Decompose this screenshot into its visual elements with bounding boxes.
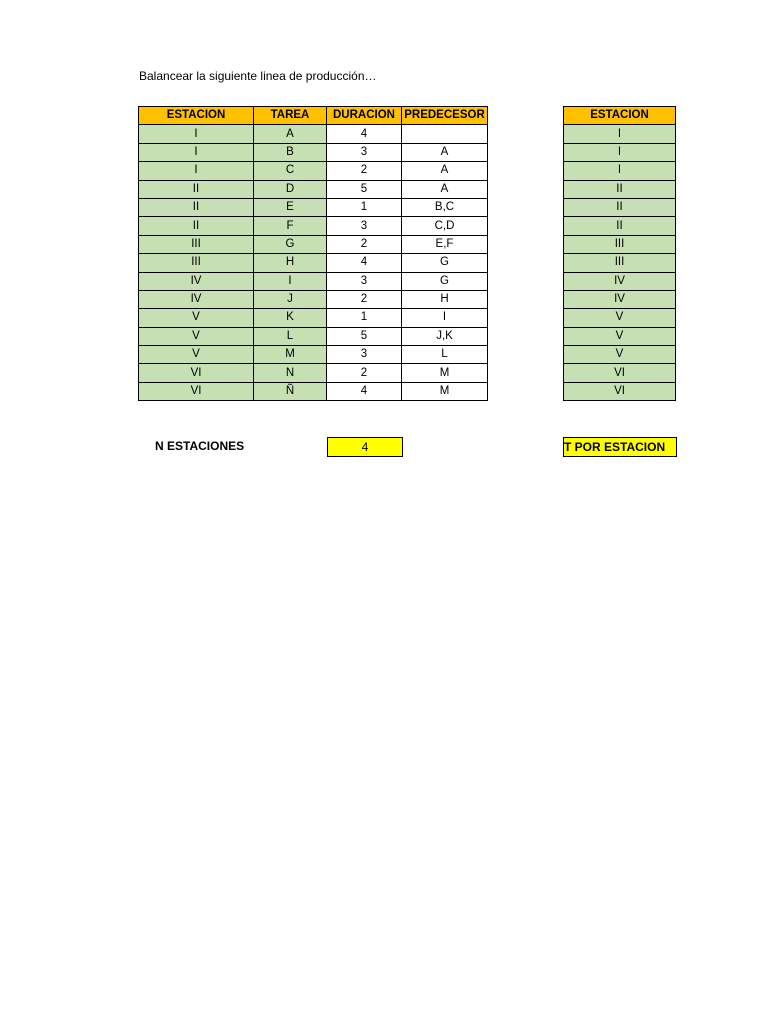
cell-tarea[interactable]: K <box>254 309 327 327</box>
table-row <box>564 235 676 253</box>
cell-estacion[interactable]: I <box>139 143 254 161</box>
table-row <box>564 180 676 198</box>
n-estaciones-value-cell[interactable]: 4 <box>327 437 403 457</box>
cell-estacion[interactable]: V <box>139 327 254 345</box>
table-row <box>139 272 488 290</box>
table-row <box>564 198 676 216</box>
cell-duracion[interactable]: 3 <box>327 217 402 235</box>
cell-estacion[interactable]: III <box>564 235 676 253</box>
cell-estacion[interactable]: V <box>139 309 254 327</box>
cell-duracion[interactable]: 2 <box>327 235 402 253</box>
header-tarea[interactable]: TAREA <box>254 107 327 125</box>
cell-estacion[interactable]: V <box>564 327 676 345</box>
cell-tarea[interactable]: J <box>254 290 327 308</box>
cell-estacion[interactable]: III <box>139 235 254 253</box>
cell-predecesor[interactable]: M <box>402 382 488 400</box>
table-row <box>139 125 488 143</box>
cell-predecesor[interactable]: I <box>402 309 488 327</box>
table-row <box>564 254 676 272</box>
cell-duracion[interactable]: 1 <box>327 198 402 216</box>
header-duracion[interactable]: DURACION <box>327 107 402 125</box>
table-row <box>139 235 488 253</box>
cell-estacion[interactable]: II <box>564 217 676 235</box>
cell-duracion[interactable]: 3 <box>327 143 402 161</box>
cell-estacion[interactable]: I <box>564 143 676 161</box>
table-row <box>139 346 488 364</box>
cell-estacion[interactable]: V <box>564 346 676 364</box>
cell-estacion[interactable]: VI <box>564 382 676 400</box>
table-row <box>139 364 488 382</box>
table-row <box>564 346 676 364</box>
cell-duracion[interactable]: 4 <box>327 125 402 143</box>
cell-estacion[interactable]: V <box>139 346 254 364</box>
cell-estacion[interactable]: I <box>139 125 254 143</box>
cell-estacion[interactable]: V <box>564 309 676 327</box>
cell-estacion[interactable]: VI <box>564 364 676 382</box>
cell-tarea[interactable]: A <box>254 125 327 143</box>
table-row <box>139 327 488 345</box>
cell-predecesor[interactable]: B,C <box>402 198 488 216</box>
cell-tarea[interactable]: N <box>254 364 327 382</box>
cell-tarea[interactable]: H <box>254 254 327 272</box>
table-row <box>139 162 488 180</box>
table-row <box>139 180 488 198</box>
cell-estacion[interactable]: II <box>564 180 676 198</box>
header-estacion[interactable]: ESTACION <box>139 107 254 125</box>
cell-duracion[interactable]: 3 <box>327 346 402 364</box>
cell-predecesor[interactable]: A <box>402 180 488 198</box>
cell-estacion[interactable]: IV <box>564 290 676 308</box>
cell-tarea[interactable]: G <box>254 235 327 253</box>
cell-tarea[interactable]: B <box>254 143 327 161</box>
cell-estacion[interactable]: IV <box>139 290 254 308</box>
table-row <box>564 125 676 143</box>
table-row <box>564 309 676 327</box>
tasks-table <box>138 106 488 401</box>
table-row <box>139 198 488 216</box>
cell-predecesor[interactable]: J,K <box>402 327 488 345</box>
table-row <box>564 327 676 345</box>
table-row <box>139 217 488 235</box>
cell-predecesor[interactable]: C,D <box>402 217 488 235</box>
cell-duracion[interactable]: 3 <box>327 272 402 290</box>
cell-duracion[interactable]: 5 <box>327 180 402 198</box>
cell-estacion[interactable]: II <box>564 198 676 216</box>
cell-predecesor[interactable]: G <box>402 254 488 272</box>
cell-tarea[interactable]: I <box>254 272 327 290</box>
table-row <box>564 382 676 400</box>
cell-predecesor[interactable]: H <box>402 290 488 308</box>
cell-predecesor[interactable] <box>402 125 488 143</box>
table-row <box>564 162 676 180</box>
table-row <box>564 290 676 308</box>
table-row <box>564 217 676 235</box>
cell-predecesor[interactable]: A <box>402 143 488 161</box>
cell-duracion[interactable]: 4 <box>327 254 402 272</box>
table-row <box>139 382 488 400</box>
cell-estacion[interactable]: IV <box>564 272 676 290</box>
station-table <box>563 106 676 401</box>
table-row <box>139 254 488 272</box>
cell-tarea[interactable]: M <box>254 346 327 364</box>
cell-tarea[interactable]: Ñ <box>254 382 327 400</box>
table-row <box>139 143 488 161</box>
header-estacion[interactable]: ESTACION <box>564 107 676 125</box>
table-row <box>139 290 488 308</box>
table-row <box>139 309 488 327</box>
table-row <box>564 143 676 161</box>
cell-predecesor[interactable]: L <box>402 346 488 364</box>
cell-estacion[interactable]: VI <box>139 382 254 400</box>
cell-tarea[interactable]: C <box>254 162 327 180</box>
cell-estacion[interactable]: III <box>139 254 254 272</box>
cell-estacion[interactable]: II <box>139 217 254 235</box>
cell-predecesor[interactable]: M <box>402 364 488 382</box>
cell-tarea[interactable]: D <box>254 180 327 198</box>
station-table-header-row <box>564 107 676 125</box>
cell-duracion[interactable]: 1 <box>327 309 402 327</box>
t-por-estacion-cell[interactable]: T POR ESTACION <box>563 437 677 457</box>
table-row <box>564 364 676 382</box>
header-predecesor[interactable]: PREDECESOR <box>402 107 488 125</box>
tasks-table-header-row <box>139 107 488 125</box>
cell-predecesor[interactable]: A <box>402 162 488 180</box>
cell-tarea[interactable]: F <box>254 217 327 235</box>
cell-duracion[interactable]: 5 <box>327 327 402 345</box>
cell-estacion[interactable]: I <box>564 125 676 143</box>
cell-duracion[interactable]: 2 <box>327 364 402 382</box>
cell-duracion[interactable]: 2 <box>327 162 402 180</box>
table-row <box>564 272 676 290</box>
cell-estacion[interactable]: II <box>139 198 254 216</box>
cell-tarea[interactable]: E <box>254 198 327 216</box>
cell-estacion[interactable]: III <box>564 254 676 272</box>
cell-predecesor[interactable]: E,F <box>402 235 488 253</box>
cell-duracion[interactable]: 4 <box>327 382 402 400</box>
cell-estacion[interactable]: IV <box>139 272 254 290</box>
intro-text: Balancear la siguiente linea de producción… <box>139 69 377 83</box>
cell-predecesor[interactable]: G <box>402 272 488 290</box>
cell-estacion[interactable]: I <box>564 162 676 180</box>
cell-tarea[interactable]: L <box>254 327 327 345</box>
n-estaciones-label: N ESTACIONES <box>155 439 245 453</box>
cell-duracion[interactable]: 2 <box>327 290 402 308</box>
cell-estacion[interactable]: II <box>139 180 254 198</box>
cell-estacion[interactable]: VI <box>139 364 254 382</box>
cell-estacion[interactable]: I <box>139 162 254 180</box>
